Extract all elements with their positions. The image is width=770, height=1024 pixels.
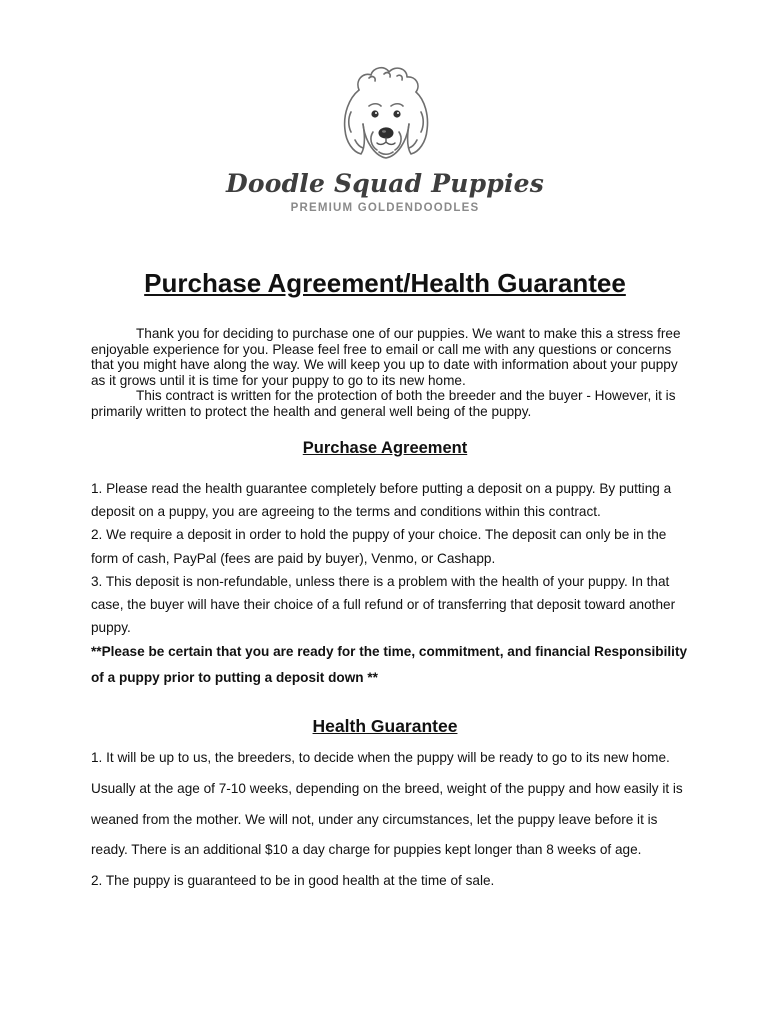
list-item: 3. This deposit is non-refundable, unless there is a problem with the health of your puppy. In that case, the buyer will have their choice of a full refund or of transferring that deposit toward another puppy. <box>91 573 676 636</box>
health-guarantee-list <box>91 743 691 897</box>
intro-paragraph: Thank you for deciding to purchase one of our puppies. We want to make this a stress free enjoyable experience for you. Please feel free to email or call me with any questions or concerns that you might have along the way. We will keep you up to date with information about your puppy as it grows until it is time for your puppy to go to its new home. <box>91 326 681 388</box>
list-item: 2. We require a deposit in order to hold the puppy of your choice. The deposit can only be in the form of cash, PayPal (fees are paid by buyer), Venmo, or Cashapp. <box>91 527 667 566</box>
document-title: Purchase Agreement/Health Guarantee <box>144 268 626 298</box>
brand-logo <box>0 62 770 215</box>
list-item: 1. Please read the health guarantee completely before putting a deposit on a puppy. By putting a deposit on a puppy, you are agreeing to the terms and conditions within this contract. <box>91 481 672 520</box>
purchase-agreement-list <box>91 477 691 690</box>
health-guarantee-heading: Health Guarantee <box>312 716 458 736</box>
deposit-warning-note: **Please be certain that you are ready for the time, commitment, and financial Responsibility of a puppy prior to putting a deposit down ** <box>91 644 688 685</box>
brand-tagline: PREMIUM GOLDENDOODLES <box>290 202 480 214</box>
list-item: 1. It will be up to us, the breeders, to decide when the puppy will be ready to go to its new home. Usually at the age of 7-10 weeks, depending on the breed, weight of the puppy and how easily it is weaned from the mother. We will not, under any circumstances, let the puppy leave before it is ready. There is an additional $10 a day charge for puppies kept longer than 8 weeks of age. <box>91 750 683 858</box>
doodle-dog-face-icon <box>329 62 441 166</box>
list-item: 2. The puppy is guaranteed to be in good health at the time of sale. <box>91 873 495 889</box>
purchase-agreement-heading: Purchase Agreement <box>302 439 468 457</box>
intro-section <box>91 326 681 420</box>
brand-name: Doodle Squad Puppies <box>225 169 545 198</box>
intro-paragraph: This contract is written for the protection of both the breeder and the buyer - However, it is primarily written to protect the health and general well being of the puppy. <box>91 388 676 419</box>
